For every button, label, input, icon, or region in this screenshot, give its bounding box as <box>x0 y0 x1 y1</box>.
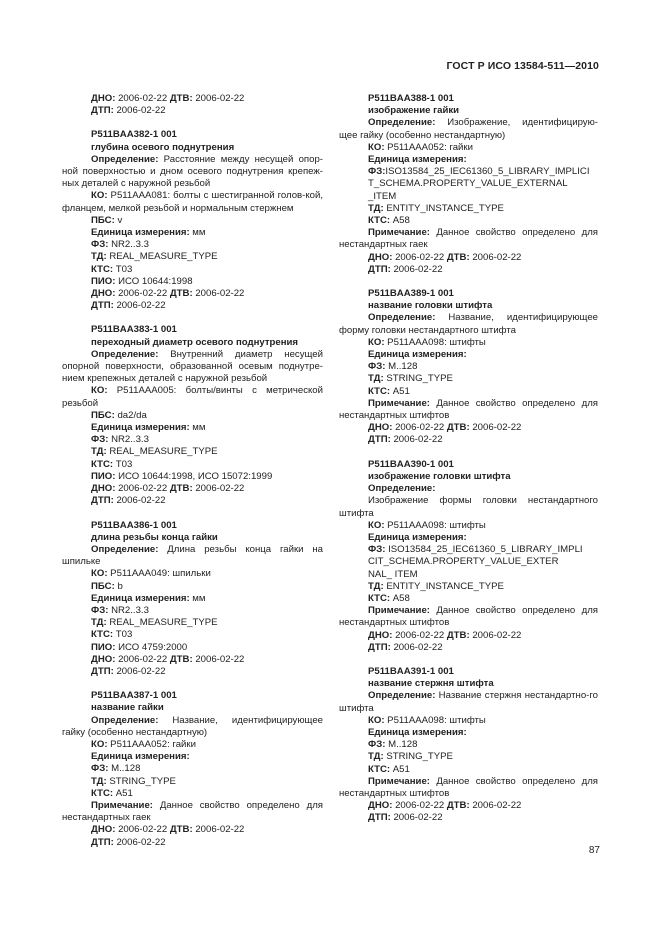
dtp-value: 2006-02-22 <box>113 105 166 117</box>
right-column <box>339 93 598 837</box>
fz-value: M..128 <box>385 361 418 373</box>
dtv-value: 2006-02-22 <box>192 288 245 300</box>
unit-label: Единица измерения: <box>91 592 190 604</box>
note-row <box>62 800 323 824</box>
pbs-row <box>62 215 323 227</box>
entry-code: P511BAA387-1 001 <box>91 690 177 702</box>
continuation-text: Изображение формы головки нестандартного штифта <box>339 495 598 519</box>
ko-row <box>339 520 598 532</box>
dtp-value: 2006-02-22 <box>113 300 166 312</box>
fz-row <box>62 239 323 251</box>
fz-value: ISO13584_25_IEC61360_5_LIBRARY_IMPLI <box>385 544 583 556</box>
unit-label: Единица измерения: <box>91 422 190 434</box>
note-value: Данное свойство определено для нестандартных штифтов <box>339 775 598 799</box>
document-header: ГОСТ Р ИСО 13584-511—2010 <box>446 60 599 72</box>
definition-row <box>62 349 323 386</box>
kts-row <box>62 264 323 276</box>
kts-label: КТС: <box>368 763 391 775</box>
entry-code: P511BAA386-1 001 <box>91 519 177 531</box>
definition-value: Изображение, идентифицирую-щее гайку (особенно нестандартную) <box>339 117 598 141</box>
dtp-label: ДТП: <box>368 812 391 824</box>
entry-p511baa390 <box>339 459 598 654</box>
entry-code: P511BAA382-1 001 <box>91 129 177 141</box>
dtv-value: 2006-02-22 <box>469 629 522 641</box>
ko-label: КО: <box>368 141 385 153</box>
kts-label: КТС: <box>368 385 391 397</box>
ko-label: КО: <box>368 336 385 348</box>
dtv-value: 2006-02-22 <box>192 483 245 495</box>
dates-row <box>62 93 323 105</box>
pio-value: ИСО 10644:1998 <box>115 275 193 287</box>
td-row <box>62 251 323 263</box>
pbs-value: b <box>114 580 123 592</box>
kts-value: A51 <box>390 385 410 397</box>
dtp-value: 2006-02-22 <box>390 641 443 653</box>
dtp-value: 2006-02-22 <box>390 812 443 824</box>
ko-row <box>62 190 323 214</box>
dtv-label: ДТВ: <box>169 824 193 836</box>
td-row <box>339 581 598 593</box>
dtp-label: ДТП: <box>91 105 114 117</box>
dtv-label: ДТВ: <box>446 251 470 263</box>
fz-label: ФЗ: <box>368 739 386 751</box>
entry-title: изображение гайки <box>368 105 460 117</box>
note-label: Примечание: <box>368 397 430 409</box>
ko-value: P511AAA098: штифты <box>384 336 486 348</box>
ko-label: КО: <box>91 738 108 750</box>
dno-value: 2006-02-22 <box>392 251 447 263</box>
pio-value: ИСО 4759:2000 <box>115 641 188 653</box>
td-label: ТД: <box>91 617 107 629</box>
dates-row <box>62 824 323 836</box>
note-label: Примечание: <box>368 227 430 239</box>
td-label: ТД: <box>368 373 384 385</box>
dtp-label: ДТП: <box>91 836 114 848</box>
kts-row <box>339 215 598 227</box>
entry-title: длина резьбы конца гайки <box>91 531 218 543</box>
unit-row <box>62 227 323 239</box>
note-label: Примечание: <box>91 799 153 811</box>
fz-label: ФЗ: <box>91 239 109 251</box>
dtp-row <box>339 434 598 446</box>
note-value: Данное свойство определено для нестандартных гаек <box>339 227 598 251</box>
unit-value: мм <box>189 592 206 604</box>
dtv-value: 2006-02-22 <box>192 824 245 836</box>
td-value: ENTITY_INSTANCE_TYPE <box>383 580 504 592</box>
dno-value: 2006-02-22 <box>115 288 170 300</box>
dtp-row <box>339 812 598 824</box>
unit-label: Единица измерения: <box>368 154 467 166</box>
note-label: Примечание: <box>368 605 430 617</box>
unit-value: мм <box>189 227 206 239</box>
entry-code: P511BAA383-1 001 <box>91 324 177 336</box>
pio-label: ПИО: <box>91 470 116 482</box>
td-label: ТД: <box>368 580 384 592</box>
dno-label: ДНО: <box>368 251 393 263</box>
dtp-row <box>62 300 323 312</box>
continuation-text: _ITEM <box>368 190 397 202</box>
td-value: STRING_TYPE <box>383 373 453 385</box>
unit-row <box>339 349 598 361</box>
dtv-value: 2006-02-22 <box>192 93 245 104</box>
kts-value: T03 <box>113 629 133 641</box>
ko-value: P511AAA049: шпильки <box>107 568 211 580</box>
dtp-label: ДТП: <box>368 641 391 653</box>
unit-row <box>62 422 323 434</box>
dates-row <box>339 252 598 264</box>
dtv-label: ДТВ: <box>169 93 193 104</box>
td-label: ТД: <box>91 775 107 787</box>
dtv-label: ДТВ: <box>446 629 470 641</box>
entry-p511baa391 <box>339 666 598 825</box>
entry-p511baa382 <box>62 129 323 312</box>
ko-value: P511AAA098: штифты <box>384 714 486 726</box>
fz-row <box>339 544 598 556</box>
fz-row <box>339 739 598 751</box>
kts-label: КТС: <box>91 263 114 275</box>
dno-label: ДНО: <box>91 824 116 836</box>
kts-value: A51 <box>113 787 133 799</box>
kts-row <box>339 386 598 398</box>
kts-value: A58 <box>390 592 410 604</box>
td-value: REAL_MEASURE_TYPE <box>106 617 218 629</box>
ko-row <box>339 337 598 349</box>
dtv-value: 2006-02-22 <box>469 800 522 812</box>
dtv-label: ДТВ: <box>169 653 193 665</box>
entry-title: название стержня штифта <box>368 678 494 690</box>
entry-title: изображение головки штифта <box>368 470 511 482</box>
fz-label: ФЗ: <box>368 166 386 178</box>
entry-code: P511BAA388-1 001 <box>368 93 454 104</box>
kts-value: A51 <box>390 763 410 775</box>
pio-row <box>62 276 323 288</box>
td-row <box>339 203 598 215</box>
ko-value: P511AAA098: штифты <box>384 519 486 531</box>
dates-row <box>62 288 323 300</box>
dno-label: ДНО: <box>91 93 116 104</box>
dno-label: ДНО: <box>91 288 116 300</box>
dates-row <box>339 630 598 642</box>
unit-row <box>339 727 598 739</box>
dtv-label: ДТВ: <box>169 483 193 495</box>
dtp-label: ДТП: <box>91 495 114 507</box>
pbs-label: ПБС: <box>91 214 115 226</box>
ko-label: КО: <box>91 190 108 202</box>
left-column <box>62 93 323 861</box>
kts-value: A58 <box>390 215 410 227</box>
page-number: 87 <box>588 845 600 856</box>
definition-row <box>339 690 598 714</box>
entry-p511baa388 <box>339 93 598 276</box>
kts-value: T03 <box>113 263 133 275</box>
dno-label: ДНО: <box>368 422 393 434</box>
dates-row <box>339 422 598 434</box>
dtp-value: 2006-02-22 <box>390 434 443 446</box>
entry-p511baa389 <box>339 288 598 447</box>
definition-row <box>339 483 598 495</box>
note-row <box>339 605 598 629</box>
dno-value: 2006-02-22 <box>115 824 170 836</box>
entry-code: P511BAA391-1 001 <box>368 665 454 677</box>
dno-label: ДНО: <box>91 483 116 495</box>
td-value: REAL_MEASURE_TYPE <box>106 446 218 458</box>
entry-p511baa383 <box>62 324 323 507</box>
unit-label: Единица измерения: <box>368 726 467 738</box>
definition-label: Определение: <box>368 483 436 495</box>
pbs-value: v <box>114 214 123 226</box>
dno-value: 2006-02-22 <box>115 483 170 495</box>
fz-value: NR2..3.3 <box>108 604 149 616</box>
entry-title: глубина осевого поднутрения <box>91 141 235 153</box>
ko-row <box>62 568 323 580</box>
dates-row <box>62 483 323 495</box>
fz-value: NR2..3.3 <box>108 239 149 251</box>
dno-value: 2006-02-22 <box>115 93 170 104</box>
note-value: Данное свойство определено для нестандартных штифтов <box>339 605 598 629</box>
ko-value: P511AAA052: гайки <box>384 141 473 153</box>
definition-label: Определение: <box>91 348 159 360</box>
definition-value: Расстояние между несущей опор-ной поверхностью и дном осевого поднутрения крепеж-ных деталей с наружной резьбой <box>62 153 323 190</box>
dno-value: 2006-02-22 <box>392 422 447 434</box>
ko-label: КО: <box>368 714 385 726</box>
note-label: Примечание: <box>368 775 430 787</box>
ko-row <box>62 739 323 751</box>
td-row <box>62 446 323 458</box>
dtv-label: ДТВ: <box>446 422 470 434</box>
fz-value: M..128 <box>108 763 141 775</box>
dates-row <box>339 800 598 812</box>
dtp-label: ДТП: <box>368 263 391 275</box>
dtv-label: ДТВ: <box>169 288 193 300</box>
ko-row <box>339 142 598 154</box>
definition-value: Внутренний диаметр несущей опорной поверхности, образованной осевым поднутре-нием крепежных деталей с наружной резьбой <box>62 348 323 385</box>
pio-label: ПИО: <box>91 641 116 653</box>
dtp-row <box>62 495 323 507</box>
fz-label: ФЗ: <box>91 763 109 775</box>
note-value: Данное свойство определено для нестандартных гаек <box>62 799 323 824</box>
unit-value: мм <box>189 422 206 434</box>
definition-row <box>62 715 323 739</box>
fz-label: ФЗ: <box>91 604 109 616</box>
entry-tail-block <box>62 93 323 117</box>
dtp-row <box>62 837 323 849</box>
unit-label: Единица измерения: <box>368 531 467 543</box>
dno-label: ДНО: <box>91 653 116 665</box>
td-value: ENTITY_INSTANCE_TYPE <box>383 202 504 214</box>
td-row <box>339 373 598 385</box>
fz-row <box>62 434 323 446</box>
ko-label: КО: <box>91 385 108 397</box>
definition-value: Название стержня нестандартно-го штифта <box>339 690 598 714</box>
definition-row <box>62 544 323 568</box>
dno-value: 2006-02-22 <box>115 653 170 665</box>
td-row <box>62 617 323 629</box>
continuation-text: T_SCHEMA.PROPERTY_VALUE_EXTERNAL <box>368 178 568 190</box>
fz-row <box>62 763 323 775</box>
definition-value: Название, идентифицирующее форму головки нестандартного штифта <box>339 312 598 336</box>
pio-row <box>62 471 323 483</box>
entry-code: P511BAA390-1 001 <box>368 458 454 470</box>
entry-title: название гайки <box>91 702 164 714</box>
kts-row <box>62 629 323 641</box>
kts-label: КТС: <box>368 215 391 227</box>
dtp-label: ДТП: <box>91 300 114 312</box>
unit-row <box>62 593 323 605</box>
td-value: STRING_TYPE <box>106 775 176 787</box>
pio-label: ПИО: <box>91 275 116 287</box>
entry-p511baa387 <box>62 690 323 849</box>
dtp-row <box>339 264 598 276</box>
pio-row <box>62 642 323 654</box>
unit-row <box>339 154 598 166</box>
entry-code: P511BAA389-1 001 <box>368 288 454 300</box>
dtp-label: ДТП: <box>368 434 391 446</box>
definition-label: Определение: <box>91 153 159 165</box>
unit-label: Единица измерения: <box>368 349 467 361</box>
definition-label: Определение: <box>91 543 159 555</box>
ko-value: P511AAA081: болты с шестигранной голов-кой, фланцем, мелкой резьбой и нормальным стержнем <box>62 190 323 214</box>
ko-label: КО: <box>368 519 385 531</box>
kts-row <box>339 593 598 605</box>
dtp-row <box>62 105 323 117</box>
entry-title: название головки штифта <box>368 300 493 312</box>
kts-value: T03 <box>113 458 133 470</box>
unit-label: Единица измерения: <box>91 227 190 239</box>
unit-row <box>62 751 323 763</box>
dtv-label: ДТВ: <box>446 800 470 812</box>
td-label: ТД: <box>368 202 384 214</box>
td-label: ТД: <box>91 251 107 263</box>
kts-label: КТС: <box>368 592 391 604</box>
unit-label: Единица измерения: <box>91 751 190 763</box>
dtp-row <box>62 666 323 678</box>
td-label: ТД: <box>91 446 107 458</box>
definition-value: Длина резьбы конца гайки на шпильке <box>62 543 323 568</box>
dtp-value: 2006-02-22 <box>113 495 166 507</box>
kts-label: КТС: <box>91 787 114 799</box>
kts-row <box>339 764 598 776</box>
note-row <box>339 776 598 800</box>
definition-row <box>339 312 598 336</box>
kts-label: КТС: <box>91 458 114 470</box>
fz-row <box>62 605 323 617</box>
definition-label: Определение: <box>368 312 436 324</box>
td-row <box>339 751 598 763</box>
definition-row <box>339 117 598 141</box>
dno-value: 2006-02-22 <box>392 629 447 641</box>
dtv-value: 2006-02-22 <box>469 422 522 434</box>
fz-value: M..128 <box>385 739 418 751</box>
dno-label: ДНО: <box>368 629 393 641</box>
ko-row <box>339 715 598 727</box>
kts-row <box>62 788 323 800</box>
kts-label: КТС: <box>91 629 114 641</box>
fz-label: ФЗ: <box>368 544 386 556</box>
pbs-label: ПБС: <box>91 409 115 421</box>
fz-value: ISO13584_25_IEC61360_5_LIBRARY_IMPLICI <box>385 166 590 178</box>
pbs-label: ПБС: <box>91 580 115 592</box>
definition-label: Определение: <box>91 714 159 726</box>
note-row <box>339 398 598 422</box>
pbs-row <box>62 410 323 422</box>
ko-row <box>62 385 323 409</box>
pbs-row <box>62 581 323 593</box>
dtp-value: 2006-02-22 <box>113 836 166 848</box>
definition-label: Определение: <box>368 117 436 129</box>
dtv-value: 2006-02-22 <box>469 251 522 263</box>
fz-row <box>339 361 598 373</box>
pbs-value: da2/da <box>114 409 147 421</box>
td-value: REAL_MEASURE_TYPE <box>106 251 218 263</box>
note-value: Данное свойство определено для нестандартных штифтов <box>339 397 598 422</box>
ko-value: P511AAA052: гайки <box>107 738 196 750</box>
ko-label: КО: <box>91 568 108 580</box>
dtp-value: 2006-02-22 <box>113 665 166 677</box>
dtp-label: ДТП: <box>91 665 114 677</box>
continuation-text: CIT_SCHEMA.PROPERTY_VALUE_EXTER <box>368 556 559 568</box>
ko-value: P511AAA005: болты/винты с метрической резьбой <box>62 385 323 409</box>
kts-row <box>62 459 323 471</box>
dtv-value: 2006-02-22 <box>192 653 245 665</box>
dno-value: 2006-02-22 <box>392 800 447 812</box>
definition-value: Название, идентифицирующее гайку (особенно нестандартную) <box>62 714 323 738</box>
fz-value: NR2..3.3 <box>108 434 149 446</box>
dates-row <box>62 654 323 666</box>
pio-value: ИСО 10644:1998, ИСО 15072:1999 <box>115 470 273 482</box>
dtp-value: 2006-02-22 <box>390 263 443 275</box>
fz-row <box>339 166 598 178</box>
dno-label: ДНО: <box>368 800 393 812</box>
note-row <box>339 227 598 251</box>
td-value: STRING_TYPE <box>383 751 453 763</box>
continuation-text: NAL_ ITEM <box>368 568 418 580</box>
entry-title: переходный диаметр осевого поднутрения <box>91 336 299 348</box>
definition-row <box>62 154 323 191</box>
dtp-row <box>339 642 598 654</box>
td-row <box>62 776 323 788</box>
definition-label: Определение: <box>368 690 436 702</box>
fz-label: ФЗ: <box>368 361 386 373</box>
unit-row <box>339 532 598 544</box>
fz-label: ФЗ: <box>91 434 109 446</box>
entry-p511baa386 <box>62 520 323 679</box>
td-label: ТД: <box>368 751 384 763</box>
